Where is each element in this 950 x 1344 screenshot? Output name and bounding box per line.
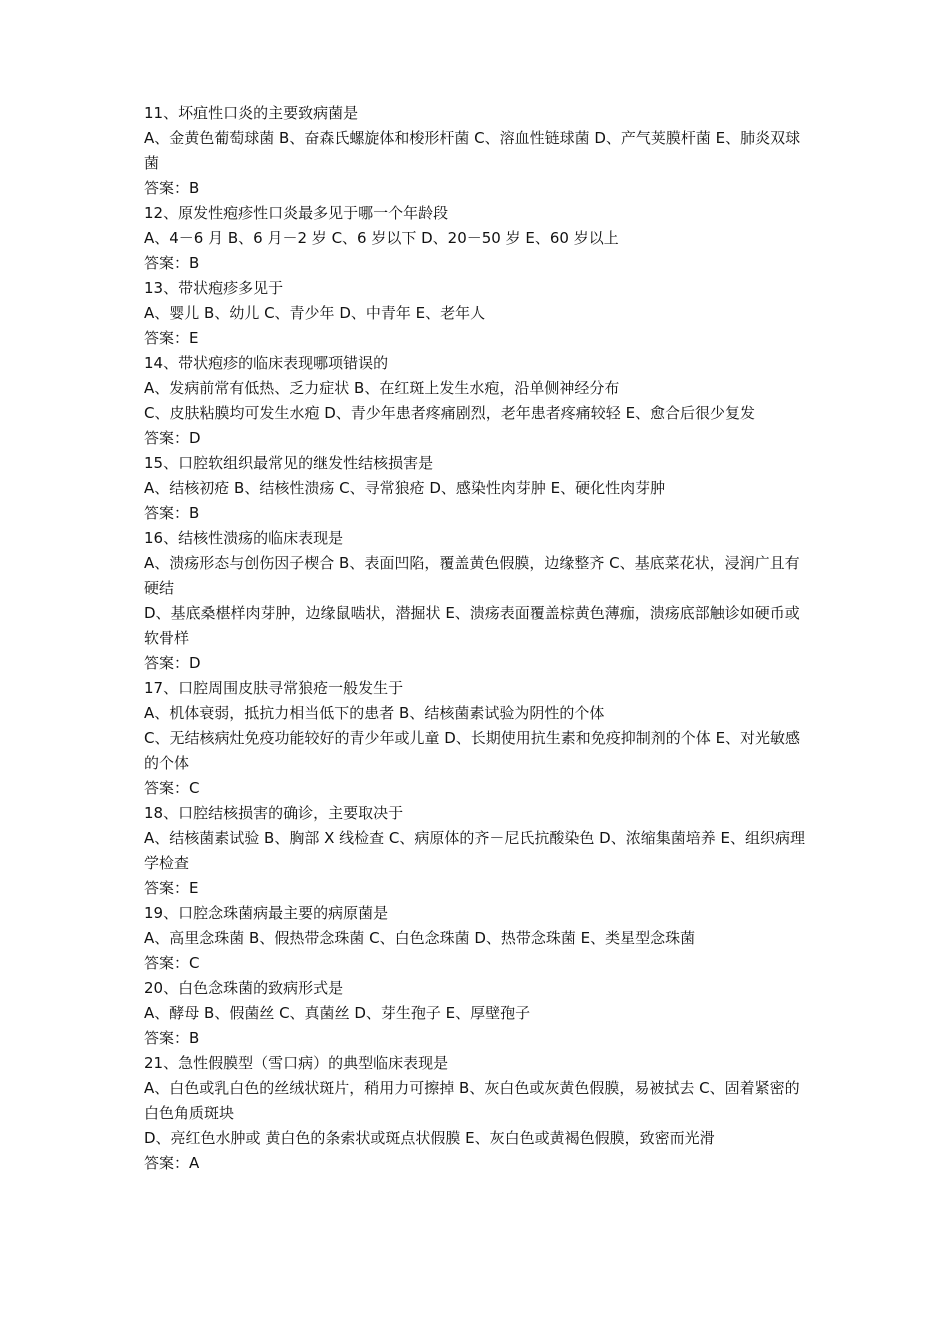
- question-text: 12、原发性疱疹性口炎最多见于哪一个年龄段: [144, 204, 449, 222]
- question-options: A、4－6 月 B、6 月－2 岁 C、6 岁以下 D、20－50 岁 E、60 岁以上: [144, 229, 619, 247]
- question-answer: 答案：E: [144, 879, 199, 897]
- question-options: A、酵母 B、假菌丝 C、真菌丝 D、芽生孢子 E、厚壁孢子: [144, 1004, 531, 1022]
- question-text: 13、带状疱疹多见于: [144, 279, 284, 297]
- question-text: 11、坏疽性口炎的主要致病菌是: [144, 104, 359, 122]
- question-text: 16、结核性溃疡的临床表现是: [144, 529, 344, 547]
- question-text: 19、口腔念珠菌病最主要的病原菌是: [144, 904, 389, 922]
- question-answer: 答案：B: [144, 254, 200, 272]
- question-options: C、无结核病灶免疫功能较好的青少年或儿童 D、长期使用抗生素和免疫抑制剂的个体 E、对光敏感的个体: [144, 729, 801, 772]
- question-options: D、基底桑椹样肉芽肿，边缘鼠啮状，潜掘状 E、溃疡表面覆盖棕黄色薄痂，溃疡底部触诊如硬币或软骨样: [144, 604, 800, 647]
- question-answer: 答案：B: [144, 179, 200, 197]
- question-14: [144, 351, 812, 451]
- question-options: A、结核初疮 B、结核性溃疡 C、寻常狼疮 D、感染性肉芽肿 E、硬化性肉芽肿: [144, 479, 666, 497]
- question-text: 20、白色念珠菌的致病形式是: [144, 979, 344, 997]
- question-15: [144, 451, 812, 526]
- question-13: [144, 276, 812, 351]
- question-options: A、结核菌素试验 B、胸部 X 线检查 C、病原体的齐－尼氏抗酸染色 D、浓缩集菌培养 E、组织病理学检查: [144, 829, 805, 872]
- question-options: A、溃疡形态与创伤因子楔合 B、表面凹陷，覆盖黄色假膜，边缘整齐 C、基底菜花状，浸润广且有硬结: [144, 554, 800, 597]
- question-20: [144, 976, 812, 1051]
- question-text: 21、急性假膜型（雪口病）的典型临床表现是: [144, 1054, 449, 1072]
- question-options: A、高里念珠菌 B、假热带念珠菌 C、白色念珠菌 D、热带念珠菌 E、类星型念珠菌: [144, 929, 696, 947]
- question-options: A、发病前常有低热、乏力症状 B、在红斑上发生水疱，沿单侧神经分布: [144, 379, 620, 397]
- question-options: A、金黄色葡萄球菌 B、奋森氏螺旋体和梭形杆菌 C、溶血性链球菌 D、产气荚膜杆菌 E、肺炎双球菌: [144, 129, 801, 172]
- question-21: [144, 1051, 812, 1176]
- question-options: A、婴儿 B、幼儿 C、青少年 D、中青年 E、老年人: [144, 304, 486, 322]
- question-text: 15、口腔软组织最常见的继发性结核损害是: [144, 454, 434, 472]
- question-answer: 答案：C: [144, 779, 200, 797]
- question-answer: 答案：B: [144, 1029, 200, 1047]
- question-text: 18、口腔结核损害的确诊，主要取决于: [144, 804, 404, 822]
- question-11: [144, 101, 812, 201]
- question-answer: 答案：B: [144, 504, 200, 522]
- question-options: A、机体衰弱，抵抗力相当低下的患者 B、结核菌素试验为阴性的个体: [144, 704, 605, 722]
- question-12: [144, 201, 812, 276]
- question-19: [144, 901, 812, 976]
- question-answer: 答案：E: [144, 329, 199, 347]
- question-answer: 答案：A: [144, 1154, 200, 1172]
- question-18: [144, 801, 812, 901]
- question-answer: 答案：D: [144, 654, 201, 672]
- question-options: A、白色或乳白色的丝绒状斑片，稍用力可擦掉 B、灰白色或灰黄色假膜，易被拭去 C、固着紧密的白色角质斑块: [144, 1079, 800, 1122]
- question-options: D、亮红色水肿或 黄白色的条索状或斑点状假膜 E、灰白色或黄褐色假膜，致密而光滑: [144, 1129, 715, 1147]
- question-answer: 答案：D: [144, 429, 201, 447]
- question-text: 14、带状疱疹的临床表现哪项错误的: [144, 354, 389, 372]
- document-page: [144, 101, 812, 1176]
- question-17: [144, 676, 812, 801]
- question-text: 17、口腔周围皮肤寻常狼疮一般发生于: [144, 679, 404, 697]
- question-options: C、皮肤粘膜均可发生水疱 D、青少年患者疼痛剧烈，老年患者疼痛较轻 E、愈合后很少复发: [144, 404, 756, 422]
- question-answer: 答案：C: [144, 954, 200, 972]
- question-16: [144, 526, 812, 676]
